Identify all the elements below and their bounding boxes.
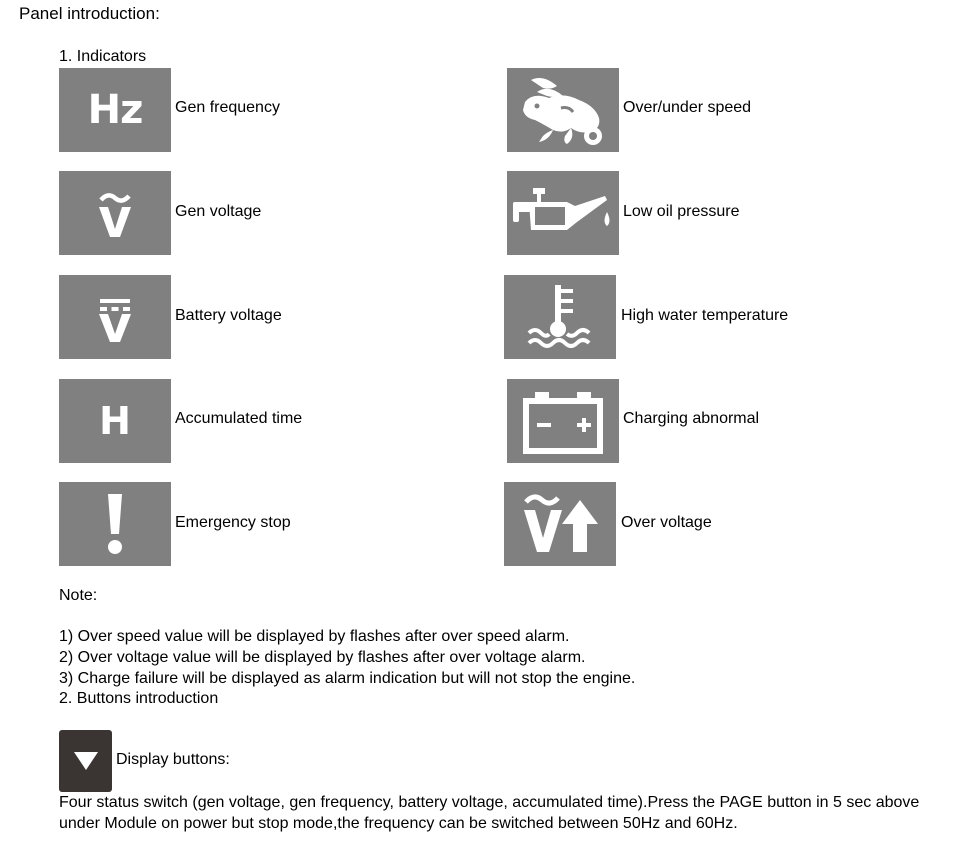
indicator-label-accumulated-time: Accumulated time <box>175 410 303 427</box>
indicator-label-over-under-speed: Over/under speed <box>623 99 752 116</box>
indicator-label-emergency-stop: Emergency stop <box>175 514 291 531</box>
display-button-icon <box>59 730 112 792</box>
buttons-description-line-1: Four status switch (gen voltage, gen frequency, battery voltage, accumulated time).Press the PAGE button in 5 sec above <box>59 794 920 811</box>
hz-icon <box>59 68 171 152</box>
indicator-label-low-oil-pressure: Low oil pressure <box>623 203 740 220</box>
indicators-heading: 1. Indicators <box>59 48 147 65</box>
indicator-label-gen-voltage: Gen voltage <box>175 203 262 220</box>
battery-icon <box>507 379 619 463</box>
oil-can-icon <box>507 171 619 255</box>
indicator-label-over-voltage: Over voltage <box>621 514 712 531</box>
ac-voltage-icon <box>59 171 171 255</box>
note-line-2: 2) Over voltage value will be displayed by flashes after over voltage alarm. <box>59 649 586 666</box>
indicator-label-battery-voltage: Battery voltage <box>175 307 282 324</box>
dc-voltage-icon <box>59 275 171 359</box>
over-voltage-icon <box>504 482 616 566</box>
display-buttons-label: Display buttons: <box>116 751 230 768</box>
h-icon <box>59 379 171 463</box>
indicator-label-high-water-temperature: High water temperature <box>621 307 789 324</box>
indicator-label-gen-frequency: Gen frequency <box>175 99 280 116</box>
buttons-heading: 2. Buttons introduction <box>59 690 219 707</box>
water-temperature-icon <box>504 275 616 359</box>
rabbit-icon <box>507 68 619 152</box>
h-icon-text: H <box>99 399 131 443</box>
note-line-3: 3) Charge failure will be displayed as alarm indication but will not stop the engine. <box>59 670 636 687</box>
exclamation-icon <box>59 482 171 566</box>
note-line-1: 1) Over speed value will be displayed by flashes after over speed alarm. <box>59 628 570 645</box>
buttons-description-line-2: under Module on power but stop mode,the frequency can be switched between 50Hz and 60Hz. <box>59 815 738 832</box>
page-title: Panel introduction: <box>19 4 160 23</box>
note-heading: Note: <box>59 587 98 604</box>
triangle-down-icon <box>72 749 100 773</box>
indicator-label-charging-abnormal: Charging abnormal <box>623 410 760 427</box>
hz-icon-text: Hz <box>87 87 143 133</box>
